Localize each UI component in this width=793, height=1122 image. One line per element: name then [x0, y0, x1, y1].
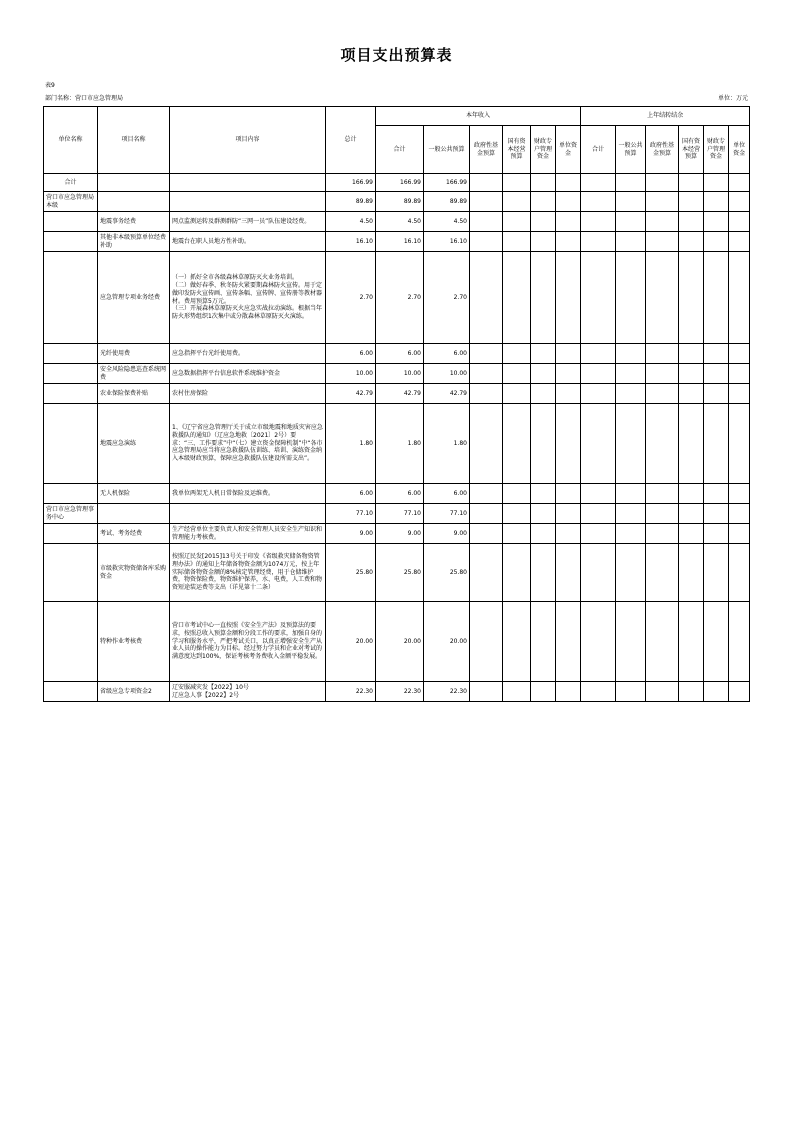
cell-cy-general: 22.30: [424, 682, 470, 702]
cell-cy-total: 89.89: [376, 192, 424, 212]
table-row: [44, 544, 750, 602]
cell-empty: [581, 484, 616, 504]
cell-empty: [581, 252, 616, 344]
cell-cy-general: 2.70: [424, 252, 470, 344]
cell-cy-general: 6.00: [424, 484, 470, 504]
cell-empty: [503, 192, 531, 212]
cell-cy-total: 20.00: [376, 602, 424, 682]
cell-cy-total: 16.10: [376, 232, 424, 252]
cell-empty: [616, 544, 646, 602]
cell-unit-name: [44, 524, 98, 544]
cell-project-name: [98, 192, 170, 212]
cell-empty: [679, 364, 704, 384]
cell-empty: [581, 174, 616, 192]
cell-unit-name: [44, 384, 98, 404]
cell-empty: [679, 484, 704, 504]
cell-empty: [556, 344, 581, 364]
table-row: [44, 192, 750, 212]
cell-empty: [646, 524, 679, 544]
cell-empty: [581, 602, 616, 682]
cell-empty: [503, 364, 531, 384]
cell-cy-total: 6.00: [376, 484, 424, 504]
cell-empty: [503, 232, 531, 252]
cell-project-content: 应急数据指挥平台信息软件系统维护资金: [170, 364, 326, 384]
cell-empty: [729, 524, 750, 544]
cell-empty: [531, 212, 556, 232]
cell-empty: [616, 682, 646, 702]
cell-empty: [503, 524, 531, 544]
cell-unit-name: [44, 252, 98, 344]
table-row: [44, 174, 750, 192]
cell-unit-name: [44, 682, 98, 702]
cell-empty: [704, 504, 729, 524]
cell-empty: [704, 252, 729, 344]
cell-empty: [679, 192, 704, 212]
table-row: [44, 232, 750, 252]
department-name: 部门名称：营口市应急管理局: [45, 95, 124, 102]
cell-project-content: 地震台在职人员地方性补助。: [170, 232, 326, 252]
table-row: [44, 524, 750, 544]
cell-empty: [646, 174, 679, 192]
cell-cy-general: 10.00: [424, 364, 470, 384]
cell-unit-name: [44, 364, 98, 384]
page-title: 项目支出预算表: [340, 46, 453, 64]
cell-project-content: 按照辽民发[2015]13号关于印发《省级救灾储备物资管理办法》的通知上年储备物资金额为1074万元，按上年实际储备物资金额的8%核定管理经费，用于仓储维护费，物资保险费，物资维护保养，水、电费，人工费和物资短途装运费等支出（详见第十二条）: [170, 544, 326, 602]
cell-empty: [729, 504, 750, 524]
cell-project-content: 我单位两架无人机日常保险及运维费。: [170, 484, 326, 504]
cell-empty: [679, 544, 704, 602]
cell-empty: [556, 212, 581, 232]
cell-empty: [616, 524, 646, 544]
col-total: 总计: [326, 107, 376, 174]
cell-empty: [679, 344, 704, 364]
cell-total: 25.80: [326, 544, 376, 602]
cell-total: 6.00: [326, 344, 376, 364]
col-ly-gov-fund: 政府性基金预算: [646, 126, 679, 174]
cell-cy-total: 10.00: [376, 364, 424, 384]
cell-cy-total: 2.70: [376, 252, 424, 344]
cell-empty: [581, 232, 616, 252]
cell-empty: [704, 682, 729, 702]
cell-empty: [616, 404, 646, 484]
cell-unit-name: [44, 404, 98, 484]
cell-empty: [616, 504, 646, 524]
cell-cy-total: 42.79: [376, 384, 424, 404]
cell-empty: [704, 484, 729, 504]
col-group-last-year: 上年结转结余: [581, 107, 750, 126]
cell-empty: [616, 344, 646, 364]
cell-empty: [556, 232, 581, 252]
cell-project-name: 安全风险隐患巡查系统网费: [98, 364, 170, 384]
cell-total: 9.00: [326, 524, 376, 544]
cell-total: 16.10: [326, 232, 376, 252]
cell-project-name: 农业保险保费补贴: [98, 384, 170, 404]
cell-project-content: 应急指挥平台光纤使用费。: [170, 344, 326, 364]
col-ly-total: 合计: [581, 126, 616, 174]
cell-project-content: 辽安服减灾发【2022】10号 辽应急人事【2022】2号: [170, 682, 326, 702]
cell-project-name: 其他非本级预算单位经费补助: [98, 232, 170, 252]
cell-empty: [646, 504, 679, 524]
cell-empty: [729, 602, 750, 682]
cell-empty: [704, 404, 729, 484]
cell-empty: [646, 384, 679, 404]
cell-empty: [679, 174, 704, 192]
cell-empty: [503, 344, 531, 364]
cell-unit-name: [44, 484, 98, 504]
cell-empty: [729, 212, 750, 232]
cell-empty: [503, 544, 531, 602]
cell-total: 4.50: [326, 212, 376, 232]
cell-empty: [531, 504, 556, 524]
cell-empty: [470, 484, 503, 504]
cell-empty: [616, 192, 646, 212]
cell-project-name: 市级救灾物资储备库采购资金: [98, 544, 170, 602]
cell-empty: [581, 504, 616, 524]
cell-empty: [470, 404, 503, 484]
cell-empty: [679, 602, 704, 682]
cell-total: 20.00: [326, 602, 376, 682]
cell-empty: [470, 174, 503, 192]
cell-empty: [646, 484, 679, 504]
cell-empty: [679, 252, 704, 344]
cell-cy-general: 9.00: [424, 524, 470, 544]
cell-project-content: 农村住房保险: [170, 384, 326, 404]
cell-empty: [704, 384, 729, 404]
cell-empty: [646, 364, 679, 384]
cell-unit-name: [44, 544, 98, 602]
cell-empty: [503, 504, 531, 524]
cell-empty: [704, 524, 729, 544]
cell-project-name: 地震应急演练: [98, 404, 170, 484]
cell-empty: [729, 252, 750, 344]
cell-project-content: 营口市考试中心一直按照《安全生产法》及预算法的要求，按照总收入预算金额和分段工作的要求，加强自身的学习和服务水平，严把考试关口，以真正增强安全生产从业人员的操作能力为目标。经过努力学员和企业对考试的满意度达到100%，保证考核考务费收入金额平稳发展。: [170, 602, 326, 682]
cell-project-content: [170, 504, 326, 524]
cell-empty: [704, 192, 729, 212]
col-ly-general: 一般公共预算: [616, 126, 646, 174]
cell-project-content: [170, 192, 326, 212]
cell-cy-general: 89.89: [424, 192, 470, 212]
cell-empty: [581, 404, 616, 484]
cell-empty: [646, 212, 679, 232]
cell-cy-general: 25.80: [424, 544, 470, 602]
cell-project-content: 网点监测运转及群测群防“三网一员”队伍建设经费。: [170, 212, 326, 232]
table-row: [44, 344, 750, 364]
cell-unit-name: [44, 212, 98, 232]
cell-empty: [470, 504, 503, 524]
cell-total: 89.89: [326, 192, 376, 212]
cell-empty: [531, 384, 556, 404]
col-cy-unit-fund: 单位资金: [556, 126, 581, 174]
cell-total: 22.30: [326, 682, 376, 702]
table-row: [44, 504, 750, 524]
cell-empty: [729, 364, 750, 384]
cell-empty: [679, 212, 704, 232]
col-cy-gov-fund: 政府性基金预算: [470, 126, 503, 174]
col-ly-state-capital: 国有资本经营预算: [679, 126, 704, 174]
cell-project-name: 地震事务经费: [98, 212, 170, 232]
cell-project-content: 生产经营单位主要负责人和安全管理人员安全生产知识和管理能力考核费。: [170, 524, 326, 544]
cell-empty: [556, 524, 581, 544]
cell-empty: [729, 232, 750, 252]
cell-cy-total: 166.99: [376, 174, 424, 192]
cell-cy-general: 6.00: [424, 344, 470, 364]
cell-cy-total: 6.00: [376, 344, 424, 364]
cell-empty: [679, 524, 704, 544]
cell-empty: [646, 344, 679, 364]
cell-empty: [556, 484, 581, 504]
cell-project-name: 无人机保险: [98, 484, 170, 504]
cell-empty: [470, 524, 503, 544]
table-number: 表9: [45, 82, 55, 89]
cell-cy-general: 1.80: [424, 404, 470, 484]
col-unit-name: 单位名称: [44, 107, 98, 174]
cell-empty: [679, 232, 704, 252]
cell-empty: [704, 544, 729, 602]
cell-empty: [531, 344, 556, 364]
cell-project-content: [170, 174, 326, 192]
cell-empty: [556, 504, 581, 524]
cell-empty: [556, 602, 581, 682]
cell-empty: [581, 364, 616, 384]
cell-total: 166.99: [326, 174, 376, 192]
cell-project-name: [98, 174, 170, 192]
cell-empty: [503, 212, 531, 232]
cell-empty: [531, 192, 556, 212]
cell-empty: [581, 524, 616, 544]
cell-empty: [470, 344, 503, 364]
table-row: [44, 682, 750, 702]
cell-unit-name: [44, 602, 98, 682]
cell-empty: [531, 404, 556, 484]
col-project-name: 项目名称: [98, 107, 170, 174]
cell-cy-total: 77.10: [376, 504, 424, 524]
cell-cy-general: 166.99: [424, 174, 470, 192]
cell-empty: [679, 682, 704, 702]
cell-project-name: 光纤使用费: [98, 344, 170, 364]
cell-total: 10.00: [326, 364, 376, 384]
cell-cy-general: 20.00: [424, 602, 470, 682]
cell-unit-name: [44, 344, 98, 364]
cell-project-content: （一）抓好全市各级森林草原防灭火业务培训。 （二）做好春季、秋冬防火紧要期森林防火宣传。用于定做印发防火宣传画、宣传条幅、宣传牌、宣传册等教材器材。费用预算5万元。 （三）开展森林草原防灭火应急实战拉动演练。根据当年防火形势组织1次集中或分散森林草原防灭火演练。: [170, 252, 326, 344]
cell-empty: [729, 344, 750, 364]
cell-empty: [646, 602, 679, 682]
cell-empty: [581, 544, 616, 602]
cell-empty: [616, 364, 646, 384]
cell-empty: [531, 364, 556, 384]
cell-empty: [616, 384, 646, 404]
cell-project-name: 应急管理专项业务经费: [98, 252, 170, 344]
col-cy-general: 一般公共预算: [424, 126, 470, 174]
cell-unit-name: 合计: [44, 174, 98, 192]
cell-empty: [470, 602, 503, 682]
cell-total: 77.10: [326, 504, 376, 524]
cell-empty: [646, 682, 679, 702]
cell-total: 2.70: [326, 252, 376, 344]
cell-empty: [556, 192, 581, 212]
cell-empty: [704, 212, 729, 232]
cell-cy-total: 4.50: [376, 212, 424, 232]
cell-empty: [581, 192, 616, 212]
cell-project-name: 省级应急专项资金2: [98, 682, 170, 702]
cell-empty: [616, 232, 646, 252]
cell-empty: [531, 484, 556, 504]
cell-project-content: 1、《辽宁省应急管理厅关于成立市级地震和地质灾害应急救援队的通知》（辽应急地救〔2021〕2号）要求：“三、工作要求”中“（七）建立资金保障机制”中“各市应急管理局应当将应急救援队伍训练、培训、演练资金纳入本级财政预算，保障应急救援队伍建设所需支出”。: [170, 404, 326, 484]
cell-cy-total: 9.00: [376, 524, 424, 544]
cell-project-name: [98, 504, 170, 524]
cell-empty: [704, 602, 729, 682]
cell-empty: [616, 484, 646, 504]
cell-empty: [470, 212, 503, 232]
cell-empty: [531, 682, 556, 702]
cell-total: 1.80: [326, 404, 376, 484]
cell-project-name: 考试、考务经费: [98, 524, 170, 544]
cell-empty: [503, 484, 531, 504]
cell-empty: [531, 544, 556, 602]
cell-empty: [729, 174, 750, 192]
cell-empty: [646, 404, 679, 484]
cell-empty: [531, 602, 556, 682]
cell-unit-name: 营口市应急管理局本级: [44, 192, 98, 212]
cell-cy-total: 1.80: [376, 404, 424, 484]
cell-empty: [556, 174, 581, 192]
cell-empty: [531, 174, 556, 192]
cell-empty: [556, 544, 581, 602]
cell-empty: [704, 364, 729, 384]
cell-empty: [470, 252, 503, 344]
cell-empty: [581, 384, 616, 404]
cell-cy-total: 25.80: [376, 544, 424, 602]
cell-empty: [581, 212, 616, 232]
cell-empty: [704, 232, 729, 252]
cell-cy-general: 77.10: [424, 504, 470, 524]
cell-empty: [616, 602, 646, 682]
col-cy-state-capital: 国有资本经营预算: [503, 126, 531, 174]
col-ly-unit-fund: 单位资金: [729, 126, 750, 174]
cell-cy-general: 16.10: [424, 232, 470, 252]
cell-empty: [556, 682, 581, 702]
currency-unit: 单位：万元: [717, 95, 748, 102]
table-row: [44, 384, 750, 404]
cell-empty: [616, 212, 646, 232]
cell-empty: [503, 252, 531, 344]
cell-empty: [646, 544, 679, 602]
col-cy-fiscal-special: 财政专户管理资金: [531, 126, 556, 174]
cell-empty: [679, 384, 704, 404]
cell-empty: [556, 252, 581, 344]
cell-empty: [470, 364, 503, 384]
cell-cy-general: 42.79: [424, 384, 470, 404]
table-row: [44, 364, 750, 384]
cell-empty: [503, 602, 531, 682]
cell-empty: [470, 384, 503, 404]
cell-cy-general: 4.50: [424, 212, 470, 232]
budget-table: [43, 106, 750, 702]
cell-empty: [531, 524, 556, 544]
cell-empty: [581, 682, 616, 702]
cell-empty: [503, 682, 531, 702]
cell-cy-total: 22.30: [376, 682, 424, 702]
cell-empty: [729, 192, 750, 212]
table-row: [44, 404, 750, 484]
cell-empty: [729, 384, 750, 404]
cell-empty: [503, 404, 531, 484]
col-cy-total: 合计: [376, 126, 424, 174]
cell-empty: [503, 384, 531, 404]
cell-empty: [729, 544, 750, 602]
cell-empty: [531, 232, 556, 252]
cell-unit-name: [44, 232, 98, 252]
cell-empty: [646, 252, 679, 344]
cell-empty: [704, 344, 729, 364]
cell-empty: [704, 174, 729, 192]
table-row: [44, 602, 750, 682]
cell-empty: [646, 232, 679, 252]
cell-empty: [503, 174, 531, 192]
cell-empty: [729, 682, 750, 702]
cell-total: 42.79: [326, 384, 376, 404]
cell-empty: [470, 232, 503, 252]
cell-empty: [729, 404, 750, 484]
table-row: [44, 484, 750, 504]
cell-empty: [470, 544, 503, 602]
cell-empty: [679, 404, 704, 484]
cell-empty: [616, 174, 646, 192]
cell-empty: [531, 252, 556, 344]
cell-unit-name: 营口市应急管理事务中心: [44, 504, 98, 524]
col-project-content: 项目内容: [170, 107, 326, 174]
cell-empty: [616, 252, 646, 344]
cell-empty: [470, 192, 503, 212]
cell-empty: [470, 682, 503, 702]
cell-empty: [581, 344, 616, 364]
cell-project-name: 特种作业考核费: [98, 602, 170, 682]
cell-total: 6.00: [326, 484, 376, 504]
cell-empty: [729, 484, 750, 504]
col-group-current-year: 本年收入: [376, 107, 581, 126]
cell-empty: [556, 364, 581, 384]
cell-empty: [679, 504, 704, 524]
cell-empty: [556, 404, 581, 484]
table-row: [44, 212, 750, 232]
col-ly-fiscal-special: 财政专户管理资金: [704, 126, 729, 174]
cell-empty: [646, 192, 679, 212]
cell-empty: [556, 384, 581, 404]
table-row: [44, 252, 750, 344]
